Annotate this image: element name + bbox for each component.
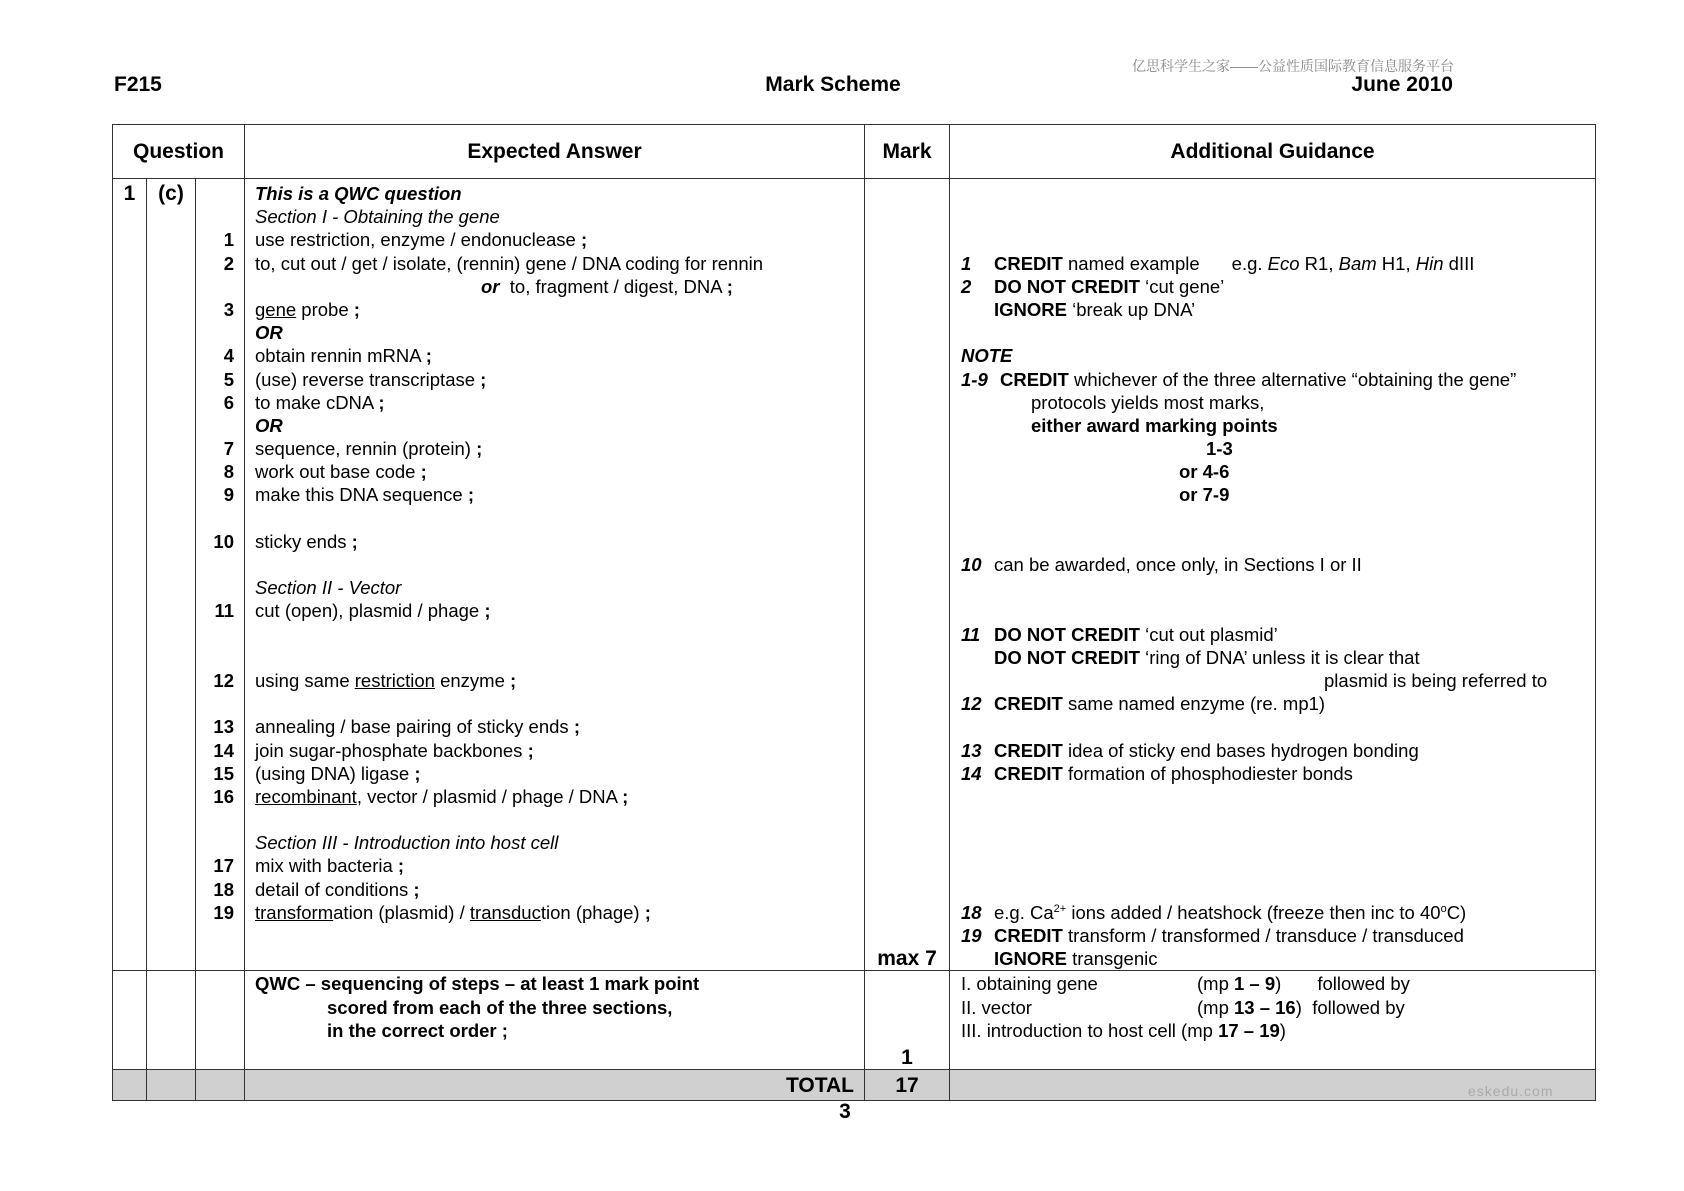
question-part: (c): [147, 179, 196, 971]
table-header-row: [113, 125, 1596, 179]
mp-number: 13: [213, 716, 234, 738]
section-heading: Section II - Vector: [255, 577, 402, 599]
mp-number: 5: [223, 368, 234, 390]
mp-number: 9: [223, 484, 234, 506]
mp-number: 10: [213, 530, 234, 552]
guidance-cell: [950, 179, 1596, 971]
section-heading: Section III - Introduction into host cell: [255, 832, 559, 854]
mark-cell: [865, 179, 950, 971]
guidance-line: IGNORE ‘break up DNA’: [994, 298, 1196, 320]
expected-answer-cell: [245, 179, 865, 971]
mp-number: 1: [223, 229, 234, 251]
mp-number: 8: [223, 461, 234, 483]
guidance-line: II. vector (mp 13 – 16) followed by: [961, 996, 1405, 1018]
guidance-line: plasmid is being referred to: [1324, 669, 1548, 691]
qwc-row: [113, 971, 1596, 1070]
guidance-line: either award marking points: [1031, 414, 1278, 436]
answer-line: annealing / base pairing of sticky ends ;: [255, 716, 580, 738]
answer-line: mix with bacteria ;: [255, 855, 405, 877]
guidance-line: IGNORE transgenic: [994, 948, 1158, 970]
mp-number: 16: [213, 785, 234, 807]
guidance-line: 14 CREDIT formation of phosphodiester bonds: [961, 762, 1353, 784]
document-title: Mark Scheme: [765, 73, 901, 96]
guidance-line: 10 can be awarded, once only, in Sections I or II: [961, 554, 1362, 575]
mp-number: 14: [213, 739, 234, 761]
answer-line: to, cut out / get / isolate, (rennin) gene / DNA coding for rennin: [255, 252, 764, 274]
header-question: Question: [113, 125, 245, 179]
guidance-line: 2 DO NOT CREDIT ‘cut gene’: [961, 275, 1225, 297]
answer-line: use restriction, enzyme / endonuclease ;: [255, 229, 588, 251]
answer-line: gene probe ;: [255, 298, 360, 320]
answer-line: make this DNA sequence ;: [255, 484, 475, 506]
answer-line: sticky ends ;: [255, 530, 358, 552]
mp-number: 15: [213, 762, 234, 784]
answer-line: sequence, rennin (protein) ;: [255, 438, 483, 460]
mp-number: 6: [223, 391, 234, 413]
answer-line: obtain rennin mRNA ;: [255, 345, 432, 367]
header-expected-answer: Expected Answer: [245, 125, 865, 179]
guidance-line: or 7-9: [1179, 484, 1230, 506]
qwc-mark-cell: [865, 971, 950, 1070]
qwc-title: This is a QWC question: [255, 183, 462, 204]
answer-line: work out base code ;: [255, 461, 427, 483]
section-heading: Section I - Obtaining the gene: [255, 206, 500, 228]
answer-line: detail of conditions ;: [255, 878, 420, 900]
mp-number: 7: [223, 438, 234, 460]
watermark-top: 亿思科学生之家——公益性质国际教育信息服务平台: [1132, 58, 1454, 74]
or-separator: OR: [255, 414, 283, 436]
mp-number: 18: [213, 878, 234, 900]
answer-line: join sugar-phosphate backbones ;: [255, 739, 534, 761]
guidance-line: 12 CREDIT same named enzyme (re. mp1): [961, 693, 1326, 715]
header-mark: Mark: [865, 125, 950, 179]
page-number: 3: [839, 1100, 851, 1123]
mark-max: max 7: [877, 947, 937, 971]
guidance-line: DO NOT CREDIT ‘ring of DNA’ unless it is clear that: [994, 646, 1420, 668]
guidance-line: or 4-6: [1179, 461, 1230, 483]
mp-number: 19: [213, 901, 234, 923]
answer-line: or to, fragment / digest, DNA ;: [481, 275, 733, 297]
mark-scheme-table: [112, 124, 1596, 1101]
guidance-line: III. introduction to host cell (mp 17 – 19): [961, 1019, 1286, 1041]
guidance-line: 1 CREDIT named example e.g. Eco R1, Bam H1, Hin dIII: [961, 252, 1475, 274]
guidance-line: I. obtaining gene (mp 1 – 9) followed by: [961, 973, 1410, 995]
answer-line: to make cDNA ;: [255, 391, 385, 413]
guidance-line: 11 DO NOT CREDIT ‘cut out plasmid’: [961, 623, 1278, 645]
marking-point-numbers: [196, 179, 245, 971]
guidance-line: 1-3: [1206, 438, 1233, 460]
mp-number: 4: [223, 345, 234, 367]
answer-line: cut (open), plasmid / phage ;: [255, 600, 491, 622]
note-label: NOTE: [961, 345, 1013, 367]
guidance-line: 13 CREDIT idea of sticky end bases hydrogen bonding: [961, 739, 1419, 761]
guidance-line: 1-9 CREDIT whichever of the three alternative “obtaining the gene”: [961, 368, 1517, 390]
or-separator: OR: [255, 322, 283, 344]
header-additional-guidance: Additional Guidance: [950, 125, 1596, 179]
watermark-bottom: eskedu.com: [1468, 1083, 1554, 1099]
total-row: [113, 1070, 1596, 1101]
mp-number: 3: [223, 298, 234, 320]
answer-line: (use) reverse transcriptase ;: [255, 368, 487, 390]
guidance-line: protocols yields most marks,: [1031, 391, 1265, 413]
answer-line: (using DNA) ligase ;: [255, 762, 421, 784]
answer-line: transformation (plasmid) / transduction (phage) ;: [255, 901, 651, 923]
mp-number: 11: [214, 600, 234, 622]
main-answer-row: [113, 179, 1596, 971]
exam-date: June 2010: [1351, 73, 1453, 96]
guidance-line: 18 e.g. $Ca^{2+}$ ions added / heatshock (freeze then inc to 40$^o$C): [961, 901, 1467, 923]
question-number: 1: [113, 179, 147, 971]
mp-number: 2: [223, 252, 234, 274]
qwc-guidance-cell: [950, 971, 1596, 1070]
answer-line: recombinant, vector / plasmid / phage / DNA ;: [255, 785, 629, 807]
total-value: 17: [865, 1070, 950, 1101]
qwc-answer-cell: QWC – sequencing of steps – at least 1 mark point scored from each of the three sections, in the correct order ;: [245, 971, 865, 1070]
mp-number: 12: [213, 669, 234, 691]
mp-number: 17: [213, 855, 234, 877]
total-label: TOTAL: [245, 1070, 865, 1101]
paper-code: F215: [114, 73, 162, 96]
guidance-line: 19 CREDIT transform / transformed / transduce / transduced: [961, 925, 1464, 946]
answer-line: using same restriction enzyme ;: [255, 669, 517, 691]
qwc-mark: 1: [901, 1045, 913, 1069]
